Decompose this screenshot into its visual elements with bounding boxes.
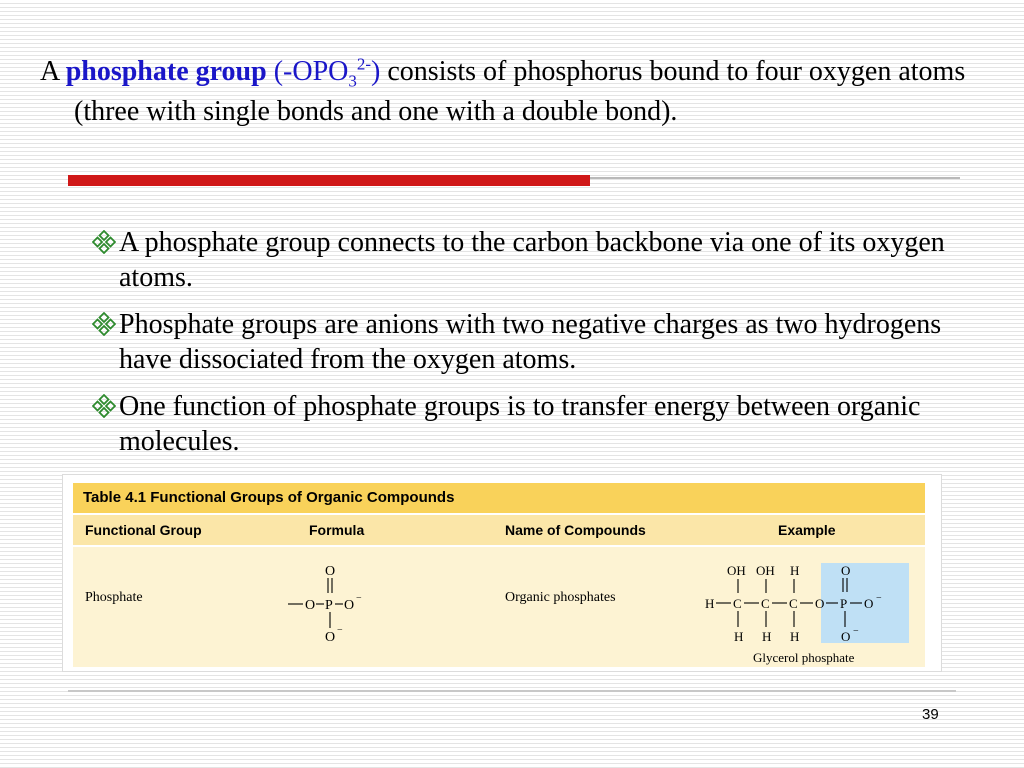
svg-text:OH: OH <box>756 563 775 578</box>
svg-text:O: O <box>841 563 851 578</box>
svg-text:O: O <box>815 596 825 611</box>
four-diamond-bullet-icon <box>92 394 116 418</box>
svg-text:O: O <box>841 629 851 644</box>
svg-text:O: O <box>864 596 874 611</box>
svg-text:O: O <box>325 564 336 579</box>
bullet-list <box>92 225 982 471</box>
svg-text:C: C <box>733 596 742 611</box>
svg-text:P: P <box>840 596 848 611</box>
svg-text:H: H <box>790 629 800 644</box>
glycerol-phosphate-structure <box>701 551 921 661</box>
svg-text:−: − <box>876 593 882 604</box>
title-rest: consists of phosphorus bound to four oxygen atoms (three with single bonds and one with a double bond). <box>74 56 966 127</box>
svg-text:O: O <box>325 630 336 645</box>
title-term: phosphate group <box>65 56 267 87</box>
table-header-row <box>73 515 925 545</box>
bullet-text: Phosphate groups are anions with two negative charges as two hydrogens have dissociated from the oxygen atoms. <box>119 309 942 375</box>
svg-text:O: O <box>305 598 316 613</box>
svg-text:H: H <box>790 563 800 578</box>
col-header-formula: Formula <box>309 522 365 538</box>
table-row <box>73 547 925 667</box>
footer-divider <box>68 690 956 692</box>
title-prefix: A <box>40 56 66 87</box>
title-underline-gray <box>590 177 960 179</box>
page-number: 39 <box>922 706 939 723</box>
svg-text:OH: OH <box>727 563 746 578</box>
bullet-text: A phosphate group connects to the carbon backbone via one of its oxygen atoms. <box>119 227 945 293</box>
four-diamond-bullet-icon <box>92 230 116 254</box>
functional-groups-table <box>62 474 942 672</box>
svg-text:O: O <box>344 598 355 613</box>
cell-example-caption: Glycerol phosphate <box>753 650 855 665</box>
svg-text:H: H <box>705 596 715 611</box>
title-formula: $(-OPO_3^{2-})$ <box>266 54 381 91</box>
col-header-name-of-compounds: Name of Compounds <box>505 522 646 538</box>
bullet-item <box>92 307 982 377</box>
svg-text:−: − <box>853 626 859 637</box>
bullet-item <box>92 389 982 459</box>
bullet-item <box>92 225 982 295</box>
title-underline-red <box>68 175 590 186</box>
bullet-text: One function of phosphate groups is to transfer energy between organic molecules. <box>119 391 921 457</box>
svg-text:P: P <box>325 598 333 613</box>
svg-text:H: H <box>734 629 744 644</box>
svg-text:−: − <box>337 625 343 636</box>
phosphate-structural-formula <box>278 553 378 653</box>
col-header-example: Example <box>778 522 836 538</box>
cell-name-of-compounds: Organic phosphates <box>505 590 616 605</box>
four-diamond-bullet-icon <box>92 312 116 336</box>
svg-text:C: C <box>789 596 798 611</box>
slide-title <box>40 52 1014 132</box>
col-header-functional-group: Functional Group <box>85 522 202 538</box>
cell-functional-group: Phosphate <box>85 590 143 605</box>
table-title: Table 4.1 Functional Groups of Organic Compounds <box>73 483 925 513</box>
svg-text:H: H <box>762 629 772 644</box>
svg-text:C: C <box>761 596 770 611</box>
svg-text:−: − <box>356 593 362 604</box>
